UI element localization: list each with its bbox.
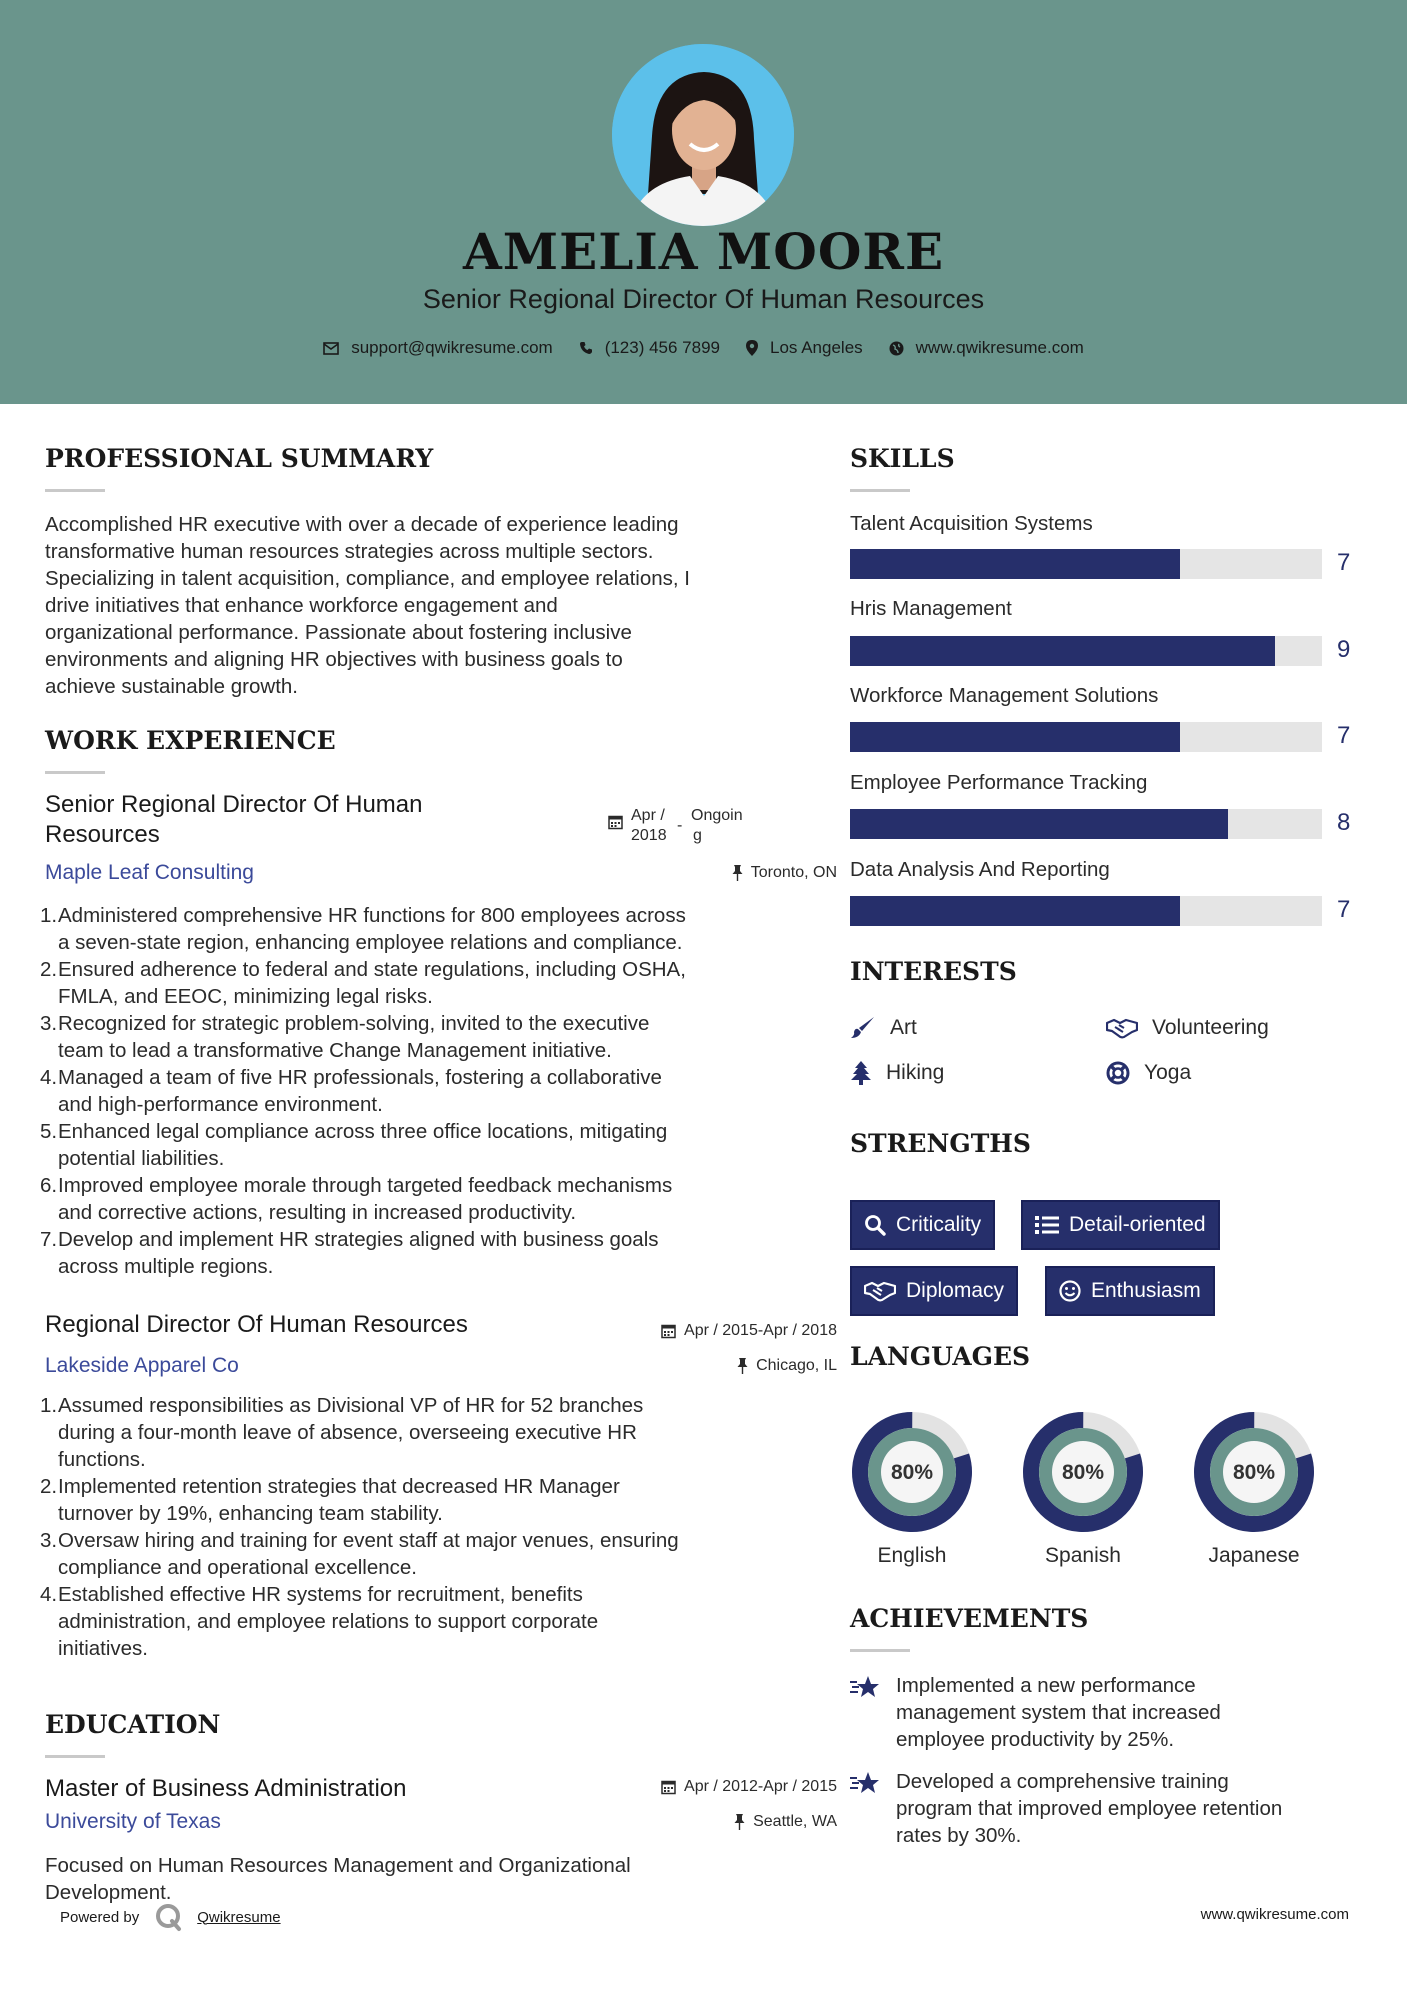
job-location — [732, 864, 837, 882]
list-number: 2. — [40, 1475, 58, 1498]
list-number: 2. — [40, 958, 58, 981]
job-location — [737, 1357, 837, 1375]
list-number: 6. — [40, 1174, 58, 1197]
education-line: Focused on Human Resources Management and Organizational — [45, 1854, 631, 1877]
date-separator: - — [677, 817, 683, 834]
skill-bar-fill — [850, 722, 1180, 752]
website-text: www.qwikresume.com — [915, 338, 1084, 357]
list-number: 4. — [40, 1066, 58, 1089]
globe-icon — [889, 341, 904, 356]
education-heading: EDUCATION — [45, 1710, 221, 1739]
star-icon — [850, 1674, 880, 1700]
powered-by — [60, 1902, 281, 1932]
strength-label: Diplomacy — [906, 1279, 1005, 1302]
calendar-icon — [661, 1779, 676, 1795]
strength-badge — [850, 1266, 1018, 1316]
duty-line: administration, and employee relations to support corporate — [58, 1610, 599, 1633]
duty-line: functions. — [58, 1448, 146, 1471]
school-name[interactable]: University of Texas — [45, 1810, 221, 1833]
language-name: Japanese — [1208, 1544, 1300, 1567]
location-text: Los Angeles — [770, 338, 863, 357]
company-name[interactable]: Lakeside Apparel Co — [45, 1354, 239, 1377]
skill-bar — [850, 636, 1322, 666]
skill-bar — [850, 809, 1322, 839]
list-item — [40, 1473, 830, 1527]
duty-line: across multiple regions. — [58, 1255, 274, 1278]
pushpin-icon — [737, 1358, 748, 1374]
calendar-icon — [608, 814, 623, 830]
interest-label: Art — [890, 1016, 917, 1039]
list-item — [40, 1226, 830, 1280]
duty-line: Managed a team of five HR professionals, fostering a collaborative — [58, 1066, 662, 1089]
list-item — [40, 1118, 830, 1172]
contact-website[interactable] — [889, 338, 1084, 358]
avatar-illustration — [612, 44, 794, 226]
date-line: g — [693, 827, 702, 844]
list-number: 1. — [40, 904, 58, 927]
skill-name: Workforce Management Solutions — [850, 684, 1159, 707]
skill-value: 8 — [1337, 809, 1351, 836]
job-date — [661, 1322, 837, 1340]
duty-line: Assumed responsibilities as Divisional VP of HR for 52 branches — [58, 1394, 644, 1417]
experience-heading: WORK EXPERIENCE — [45, 726, 336, 755]
job-date-text: Apr / 2015-Apr / 2018 — [684, 1322, 837, 1339]
paintbrush-icon — [850, 1016, 876, 1040]
duty-line: Established effective HR systems for recruitment, benefits — [58, 1583, 583, 1606]
candidate-name: AMELIA MOORE — [462, 222, 945, 281]
achievement-line: Implemented a new performance — [896, 1674, 1196, 1697]
duty-line: turnover by 19%, enhancing team stability. — [58, 1502, 443, 1525]
list-number: 1. — [40, 1394, 58, 1417]
education-line: Development. — [45, 1881, 172, 1904]
duty-line: Oversaw hiring and training for event staff at major venues, ensuring — [58, 1529, 679, 1552]
summary-line: organizational performance. Passionate about fostering inclusive — [45, 621, 632, 644]
duty-line: initiatives. — [58, 1637, 149, 1660]
achievement-line: management system that increased — [896, 1701, 1221, 1724]
achievement-item — [850, 1768, 1370, 1849]
interest-item — [1106, 1016, 1269, 1040]
duty-line: team to lead a transformative Change Management initiative. — [58, 1039, 612, 1062]
language-donut — [850, 1410, 974, 1534]
language-percent: 80% — [890, 1461, 934, 1484]
summary-line: Specializing in talent acquisition, compliance, and employee relations, I — [45, 567, 690, 590]
education-location-text: Seattle, WA — [753, 1813, 837, 1830]
language-chart — [850, 1410, 974, 1539]
interest-item — [1106, 1061, 1191, 1085]
footer-website[interactable]: www.qwikresume.com — [1200, 1906, 1349, 1923]
job-location-text: Toronto, ON — [750, 864, 837, 881]
list-number: 3. — [40, 1012, 58, 1035]
achievement-line: Developed a comprehensive training — [896, 1770, 1229, 1793]
summary-text — [45, 511, 805, 700]
job-title — [45, 790, 565, 850]
duty-line: Administered comprehensive HR functions for 800 employees across — [58, 904, 686, 927]
list-item — [40, 956, 830, 1010]
duty-line: during a four-month leave of absence, overseeing executive HR — [58, 1421, 637, 1444]
summary-line: Accomplished HR executive with over a decade of experience leading — [45, 513, 679, 536]
duty-line: and corrective actions, resulting in increased productivity. — [58, 1201, 577, 1224]
achievement-item — [850, 1672, 1370, 1753]
skill-bar — [850, 549, 1322, 579]
map-pin-icon — [746, 340, 758, 356]
language-donut — [1021, 1410, 1145, 1534]
calendar-icon — [661, 1323, 676, 1339]
job-duties-list — [40, 902, 830, 1280]
handshake-icon — [1106, 1017, 1138, 1039]
job-location-text: Chicago, IL — [756, 1357, 837, 1374]
skill-bar-fill — [850, 549, 1180, 579]
list-number: 7. — [40, 1228, 58, 1251]
handshake-icon — [864, 1280, 896, 1302]
list-item — [40, 1172, 830, 1226]
interest-item — [850, 1061, 944, 1085]
qwikresume-logo-icon — [153, 1902, 183, 1932]
summary-heading: PROFESSIONAL SUMMARY — [45, 444, 434, 473]
list-item — [40, 1527, 830, 1581]
list-item — [40, 1064, 830, 1118]
summary-line: drive initiatives that enhance workforce engagement and — [45, 594, 558, 617]
duty-line: Develop and implement HR strategies aligned with business goals — [58, 1228, 659, 1251]
brand-link[interactable]: Qwikresume — [197, 1908, 281, 1926]
education-location — [734, 1813, 837, 1831]
contact-email[interactable] — [323, 338, 553, 358]
summary-divider — [45, 489, 105, 492]
profile-photo — [612, 44, 794, 226]
skill-value: 7 — [1337, 896, 1351, 923]
skill-bar-fill — [850, 636, 1275, 666]
experience-divider — [45, 771, 105, 774]
skills-heading: SKILLS — [850, 444, 955, 473]
achievement-text — [896, 1672, 1221, 1753]
list-item — [40, 1010, 830, 1064]
duty-line: Improved employee morale through targeted feedback mechanisms — [58, 1174, 673, 1197]
job-duties-list — [40, 1392, 830, 1662]
list-item — [40, 1581, 830, 1662]
skill-value: 7 — [1337, 722, 1351, 749]
pushpin-icon — [732, 865, 743, 881]
date-line: Ongoin — [691, 807, 743, 824]
achievements-divider — [850, 1649, 910, 1652]
interest-label: Yoga — [1144, 1061, 1192, 1084]
duty-line: Implemented retention strategies that decreased HR Manager — [58, 1475, 620, 1498]
list-number: 4. — [40, 1583, 58, 1606]
skill-name: Employee Performance Tracking — [850, 771, 1148, 794]
tree-icon — [850, 1061, 872, 1085]
pushpin-icon — [734, 1814, 745, 1830]
search-icon — [864, 1214, 886, 1236]
job-date-start — [631, 806, 677, 846]
duty-line: FMLA, and EEOC, minimizing legal risks. — [58, 985, 433, 1008]
skill-name: Talent Acquisition Systems — [850, 512, 1093, 535]
language-percent: 80% — [1061, 1461, 1105, 1484]
resume-header — [0, 0, 1407, 404]
strength-badge — [1021, 1200, 1220, 1250]
duty-line: potential liabilities. — [58, 1147, 225, 1170]
education-description — [45, 1852, 805, 1906]
language-name: English — [877, 1544, 947, 1567]
skill-bar-fill — [850, 896, 1180, 926]
skill-name: Hris Management — [850, 597, 1012, 620]
language-name: Spanish — [1045, 1544, 1121, 1567]
languages-heading: LANGUAGES — [850, 1342, 1031, 1371]
list-icon — [1035, 1215, 1059, 1235]
skill-name: Data Analysis And Reporting — [850, 858, 1110, 881]
list-item — [40, 1392, 830, 1473]
language-chart — [1192, 1410, 1316, 1539]
list-number: 5. — [40, 1120, 58, 1143]
interest-label: Hiking — [886, 1061, 945, 1084]
education-date-text: Apr / 2012-Apr / 2015 — [684, 1778, 837, 1795]
duty-line: Recognized for strategic problem-solving, invited to the executive — [58, 1012, 650, 1035]
phone-icon — [579, 341, 593, 355]
achievement-text — [896, 1768, 1282, 1849]
language-chart — [1021, 1410, 1145, 1539]
lifebuoy-icon — [1106, 1061, 1130, 1085]
duty-line: and high-performance environment. — [58, 1093, 383, 1116]
job-title: Regional Director Of Human Resources — [45, 1311, 468, 1338]
achievement-line: rates by 30%. — [896, 1824, 1022, 1847]
strength-label: Enthusiasm — [1091, 1279, 1201, 1302]
duty-line: a seven-state region, enhancing employee relations and compliance. — [58, 931, 683, 954]
contact-bar — [0, 338, 1407, 358]
email-text: support@qwikresume.com — [351, 338, 553, 357]
duty-line: compliance and operational excellence. — [58, 1556, 417, 1579]
list-item — [40, 902, 830, 956]
interest-item — [850, 1016, 917, 1040]
skill-bar — [850, 896, 1322, 926]
job-title-line: Senior Regional Director Of Human — [45, 791, 423, 818]
skills-divider — [850, 489, 910, 492]
skill-bar — [850, 722, 1322, 752]
strength-badge — [850, 1200, 995, 1250]
duty-line: Ensured adherence to federal and state regulations, including OSHA, — [58, 958, 686, 981]
summary-line: transformative human resources strategies across multiple sectors. — [45, 540, 654, 563]
envelope-icon — [323, 342, 339, 355]
candidate-title: Senior Regional Director Of Human Resources — [422, 284, 985, 314]
achievement-line: employee productivity by 25%. — [896, 1728, 1175, 1751]
education-date — [661, 1778, 837, 1796]
star-icon — [850, 1770, 880, 1796]
job-date-end — [691, 806, 761, 846]
powered-by-label: Powered by — [60, 1908, 140, 1926]
summary-line: achieve sustainable growth. — [45, 675, 298, 698]
phone-text: (123) 456 7899 — [604, 338, 721, 357]
duty-line: Enhanced legal compliance across three office locations, mitigating — [58, 1120, 668, 1143]
company-name[interactable]: Maple Leaf Consulting — [45, 861, 254, 884]
date-line: Apr / — [631, 807, 665, 824]
strength-label: Detail-oriented — [1069, 1213, 1206, 1236]
achievement-line: program that improved employee retention — [896, 1797, 1283, 1820]
interests-heading: INTERESTS — [850, 957, 1017, 986]
education-divider — [45, 1755, 105, 1758]
smile-icon — [1059, 1280, 1081, 1302]
degree-title: Master of Business Administration — [45, 1775, 407, 1802]
list-number: 3. — [40, 1529, 58, 1552]
achievements-heading: ACHIEVEMENTS — [850, 1604, 1089, 1633]
skill-value: 7 — [1337, 549, 1351, 576]
language-donut — [1192, 1410, 1316, 1534]
strength-label: Criticality — [896, 1213, 982, 1236]
interest-label: Volunteering — [1152, 1016, 1269, 1039]
contact-phone[interactable] — [579, 338, 720, 358]
language-percent: 80% — [1232, 1461, 1276, 1484]
skill-bar-fill — [850, 809, 1228, 839]
date-line: 2018 — [631, 827, 667, 844]
strength-badge — [1045, 1266, 1215, 1316]
summary-line: environments and aligning HR objectives with business goals to — [45, 648, 623, 671]
strengths-heading: STRENGTHS — [850, 1129, 1031, 1158]
skill-value: 9 — [1337, 636, 1351, 663]
job-title-line: Resources — [45, 821, 160, 848]
contact-location — [746, 338, 863, 358]
job-date — [608, 806, 761, 846]
